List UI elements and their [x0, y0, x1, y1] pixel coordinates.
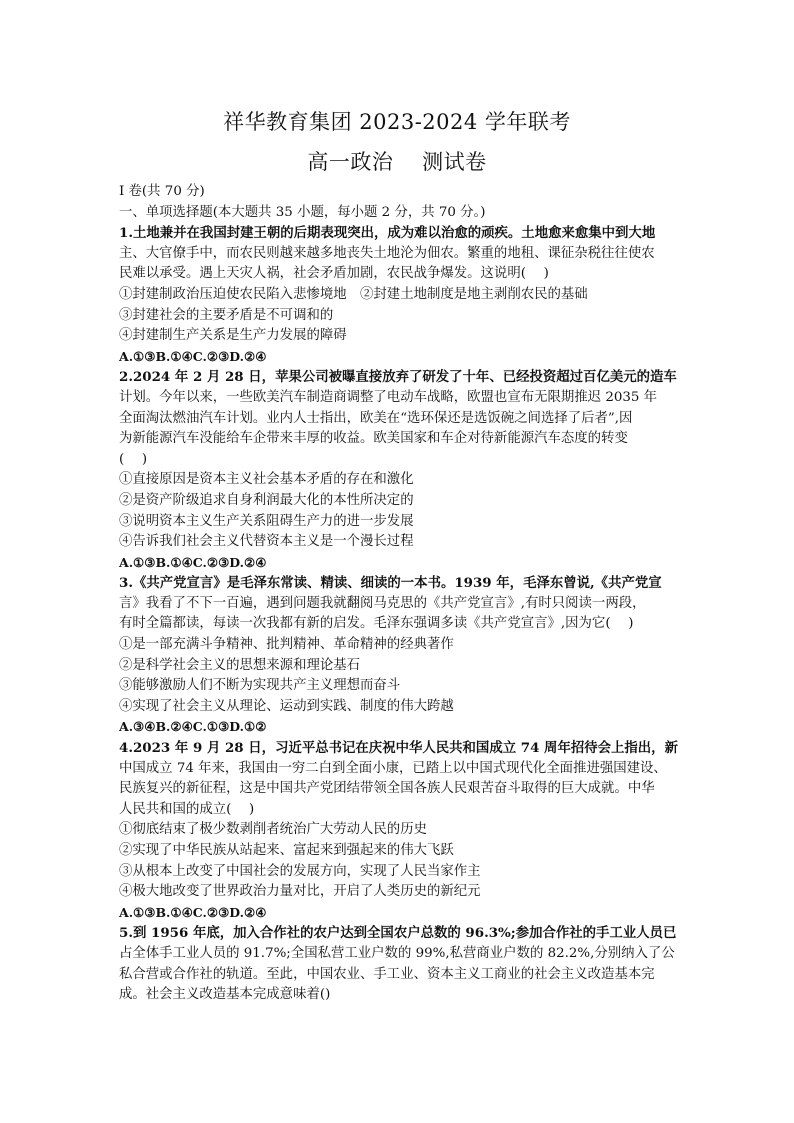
option-line: ③能够激励人们不断为实现共产主义理想而奋斗 — [119, 678, 401, 694]
option-line: ②是科学社会主义的思想来源和理论基石 — [119, 657, 361, 673]
answer-choices: A.①③B.①④C.②③D.②④ — [119, 904, 267, 920]
question-stem-line: 成。社会主义改造基本完成意味着() — [119, 987, 331, 1003]
question-stem-line: 有时全篇都读，每读一次我都有新的启发。毛泽东强调多读《共产党宣言》,因为它( ) — [119, 616, 634, 632]
question-stem-line: 主、大官僚手中，而农民则越来越多地丧失土地沦为佃农。繁重的地租、课征杂税往往使农 — [119, 245, 655, 261]
option-line: ①是一部充满斗争精神、批判精神、革命精神的经典著作 — [119, 637, 454, 653]
option-line: ③从根本上改变了中国社会的发展方向，实现了人民当家作主 — [119, 863, 481, 879]
question-stem-line: 2.2024 年 2 月 28 日，苹果公司被曝直接放弃了研发了十年、已经投资超过百亿美元的造车 — [119, 369, 677, 386]
question-stem-line: 全面淘汰燃油汽车计划。业内人士指出，欧美在“选环保还是选饭碗之间选择了后者”,因 — [119, 410, 633, 426]
section-heading: 一、单项选择题(本大题共 35 小题，每小题 2 分，共 70 分。) — [119, 204, 486, 220]
question-stem-line: 为新能源汽车没能给车企带来丰厚的收益。欧美国家和车企对待新能源汽车态度的转变 — [119, 431, 628, 447]
question-stem-line: 占全体手工业人员的 91.7%;全国私营工业户数的 99%,私营商业户数的 82.2%,分别纳入了公 — [119, 945, 675, 961]
question-stem-line: 民族复兴的新征程，这是中国共产党团结带领全国各族人民艰苦奋斗取得的巨大成就。中华 — [119, 781, 655, 797]
exam-body — [119, 182, 679, 1006]
option-line: ④实现了社会主义从理论、运动到实践、制度的伟大跨越 — [119, 698, 454, 714]
question-stem-line: 计划。今年以来，一些欧美汽车制造商调整了电动车战略，欧盟也宣布无限期推迟 2035 年 — [119, 389, 658, 405]
option-line: ①直接原因是资本主义社会基本矛盾的存在和激化 — [119, 472, 414, 488]
exam-subtitle: 高一政治 测试卷 — [307, 150, 487, 174]
question-stem-line: 1.土地兼并在我国封建王朝的后期表现突出，成为难以治愈的顽疾。土地愈来愈集中到大地 — [119, 225, 656, 242]
question-3 — [119, 573, 679, 738]
question-stem-line: 民难以承受。遇上天灾人祸，社会矛盾加剧，农民战争爆发。这说明( ) — [119, 266, 549, 282]
question-stem-line: ( ) — [119, 451, 148, 467]
option-line: ①彻底结束了极少数剥削者统治广大劳动人民的历史 — [119, 822, 427, 838]
option-line: ③封建社会的主要矛盾是不可调和的 — [119, 307, 334, 323]
question-4 — [119, 738, 679, 923]
part-label: I 卷(共 70 分) — [119, 184, 205, 199]
question-stem-line: 言》我看了不下一百遍，遇到问题我就翻阅马克思的《共产党宣言》,有时只阅读一两段， — [119, 595, 646, 611]
option-line: ④极大地改变了世界政治力量对比，开启了人类历史的新纪元 — [119, 884, 481, 900]
option-line: ③说明资本主义生产关系阻碍生产力的进一步发展 — [119, 513, 414, 529]
answer-choices: A.①③B.①④C.②③D.②④ — [119, 554, 267, 570]
question-stem-line: 私合营或合作社的轨道。至此，中国农业、手工业、资本主义工商业的社会主义改造基本完 — [119, 966, 655, 982]
question-stem-line: 4.2023 年 9 月 28 日，习近平总书记在庆祝中华人民共和国成立 74 周年招待会上指出，新 — [119, 740, 678, 757]
option-line: ④封建制生产关系是生产力发展的障碍 — [119, 328, 347, 344]
option-line: ②实现了中华民族从站起来、富起来到强起来的伟大飞跃 — [119, 843, 454, 858]
question-stem-line: 5.到 1956 年底，加入合作社的农户达到全国农户总数的 96.3%;参加合作社的手工业人员已 — [119, 925, 677, 942]
question-stem-line: 中国成立 74 年来，我国由一穷二白到全面小康，已踏上以中国式现代化全面推进强国建设、 — [119, 760, 667, 776]
question-stem-line: 人民共和国的成立( ) — [119, 801, 255, 817]
option-line: ②是资产阶级追求自身利润最大化的本性所决定的 — [119, 492, 414, 508]
question-2 — [119, 367, 679, 573]
answer-choices: A.①③B.①④C.②③D.②④ — [119, 348, 267, 364]
answer-choices: A.③④B.②④C.①③D.①② — [119, 719, 267, 735]
question-1 — [119, 223, 679, 367]
question-5 — [119, 923, 679, 1005]
question-stem-line: 3.《共产党宣言》是毛泽东常读、精读、细读的一本书。1939 年，毛泽东曾说,《共产党宣 — [119, 575, 662, 592]
option-line: ①封建制政治压迫使农民陷入悲惨境地 ②封建土地制度是地主剥削农民的基础 — [119, 286, 588, 302]
exam-title: 祥华教育集团 2023-2024 学年联考 — [223, 110, 571, 134]
option-line: ④告诉我们社会主义代替资本主义是一个漫长过程 — [119, 534, 414, 550]
